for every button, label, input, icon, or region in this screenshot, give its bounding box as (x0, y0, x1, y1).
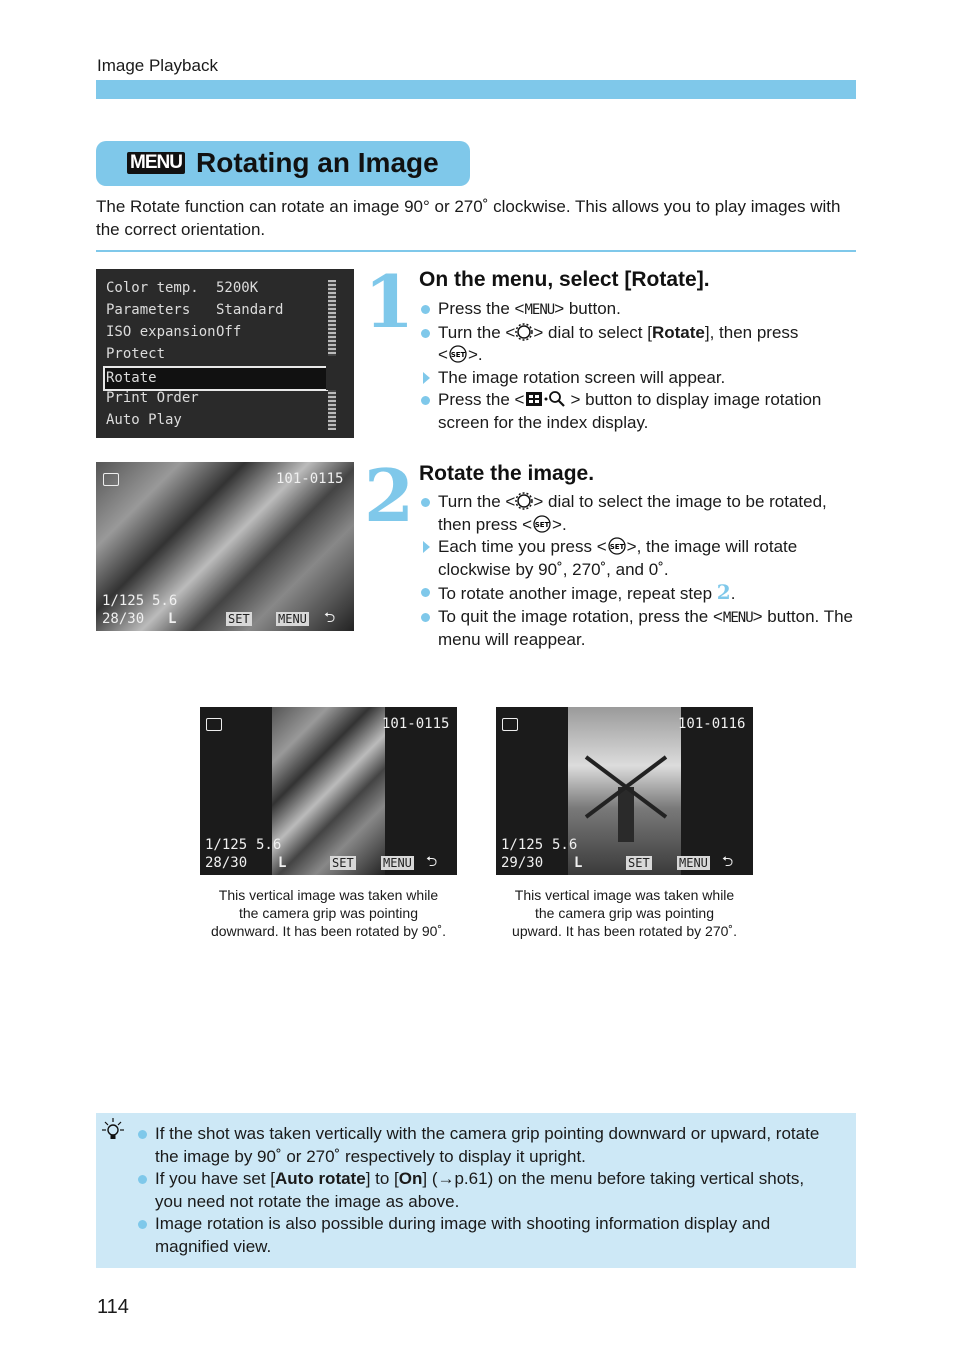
file-number: 101-0115 (382, 716, 450, 732)
list-item: If the shot was taken vertically with the camera grip pointing downward or upward, rotate the image by 90˚ or 270˚ respectively to display it upright. (136, 1123, 836, 1168)
aperture: 5.6 (152, 593, 178, 609)
list-item: Turn the < > dial to select the image to be rotated, then press < SET >. (419, 491, 859, 536)
shutter-speed: 1/125 (102, 593, 145, 609)
step-2-list (419, 491, 859, 652)
list-item: If you have set [Auto rotate] to [On] (→p.61) on the menu before taking vertical shots, you need not rotate the image as above. (136, 1168, 836, 1213)
example-caption: This vertical image was taken while the camera grip was pointing upward. It has been rotated by 270˚. (512, 887, 737, 939)
photo-scene (272, 707, 385, 875)
menu-indicator: MENU (278, 612, 307, 626)
list-item: To quit the image rotation, press the <MENU> button. The menu will reappear. (419, 606, 859, 652)
lcd-menu-screen (96, 269, 354, 438)
menu-indicator: MENU (679, 856, 708, 870)
lcd-menu-row: Auto Play (106, 412, 182, 428)
return-icon: ⮌ (722, 854, 734, 870)
svg-text:SET: SET (450, 351, 466, 359)
menu-badge-icon: MENU (127, 152, 185, 174)
step-number: 1 (364, 259, 415, 344)
aperture: 5.6 (256, 837, 282, 853)
frame-count: 28/30 (102, 611, 145, 627)
list-item: To rotate another image, repeat step 2. (419, 581, 859, 606)
example-screen-270 (496, 707, 753, 875)
camera-icon (502, 718, 518, 731)
lcd-scroll-thumb (326, 356, 338, 390)
list-item: Each time you press < SET >, the image will rotate clockwise by 90˚, 270˚, and 0˚. (419, 536, 859, 581)
svg-text:SET: SET (609, 543, 624, 551)
windmill-icon (581, 747, 671, 847)
step-reference: 2 (716, 580, 731, 604)
lcd-menu-row: Parameters Standard (106, 302, 284, 318)
set-indicator: SET (332, 856, 354, 870)
list-item: Press the < > button to display image rotation screen for the index display. (419, 389, 859, 434)
index-magnify-icon (524, 390, 570, 408)
lcd-menu-row: ISO expansion Off (106, 324, 242, 340)
set-button-icon (448, 345, 468, 363)
section-label: Image Playback (97, 56, 218, 75)
aperture: 5.6 (552, 837, 578, 853)
frame-count: 28/30 (205, 855, 248, 871)
list-item: Image rotation is also possible during image with shooting information display and magnified view. (136, 1213, 836, 1258)
lcd-menu-row: Print Order (106, 390, 199, 406)
camera-icon (206, 718, 222, 731)
lcd-rotate-screen (96, 462, 354, 631)
set-indicator: SET (628, 856, 650, 870)
set-button-icon (607, 537, 627, 555)
lcd-menu-row: Protect (106, 346, 166, 362)
tip-list (136, 1123, 836, 1258)
divider (96, 250, 856, 252)
list-item: Press the <MENU> button. (419, 298, 859, 322)
return-icon: ⮌ (324, 610, 336, 626)
quality-indicator: L (278, 855, 287, 871)
set-indicator: SET (228, 612, 250, 626)
list-item: Turn the < > dial to select [Rotate], then press < SET >. (419, 322, 859, 367)
lcd-scrollbar (328, 280, 336, 430)
section-bar (96, 80, 856, 99)
step-heading: Rotate the image. (419, 462, 595, 485)
page-title: Rotating an Image (196, 147, 439, 178)
quality-indicator: L (574, 855, 583, 871)
svg-text:SET: SET (534, 520, 550, 529)
shutter-speed: 1/125 (205, 837, 248, 853)
set-button-icon (532, 515, 552, 533)
lightbulb-icon (99, 1116, 127, 1144)
step-1-list (419, 298, 859, 434)
menu-button-icon: MENU (722, 609, 753, 626)
main-dial-icon (515, 492, 533, 510)
page-number: 114 (97, 1296, 129, 1318)
quality-indicator: L (168, 611, 177, 627)
lcd-menu-row-selected: Rotate (103, 366, 335, 391)
example-screen-90 (200, 707, 457, 875)
file-number: 101-0115 (276, 471, 344, 487)
example-caption: This vertical image was taken while the camera grip was pointing downward. It has been rotated by 90˚. (210, 887, 447, 939)
menu-indicator: MENU (383, 856, 412, 870)
main-dial-icon (515, 323, 533, 341)
step-heading: On the menu, select [Rotate]. (419, 268, 710, 291)
step-number: 2 (364, 453, 415, 538)
lcd-menu-row: Color temp. 5200K (106, 280, 259, 296)
menu-button-icon: MENU (524, 302, 555, 318)
list-item: The image rotation screen will appear. (419, 367, 859, 390)
file-number: 101-0116 (678, 716, 746, 732)
intro-paragraph: The Rotate function can rotate an image 90° or 270˚ clockwise. This allows you to play images with the correct orientation. (96, 197, 841, 239)
shutter-speed: 1/125 (501, 837, 544, 853)
return-icon: ⮌ (426, 854, 438, 870)
camera-icon (103, 473, 119, 486)
tip-box (96, 1113, 856, 1268)
frame-count: 29/30 (501, 855, 544, 871)
